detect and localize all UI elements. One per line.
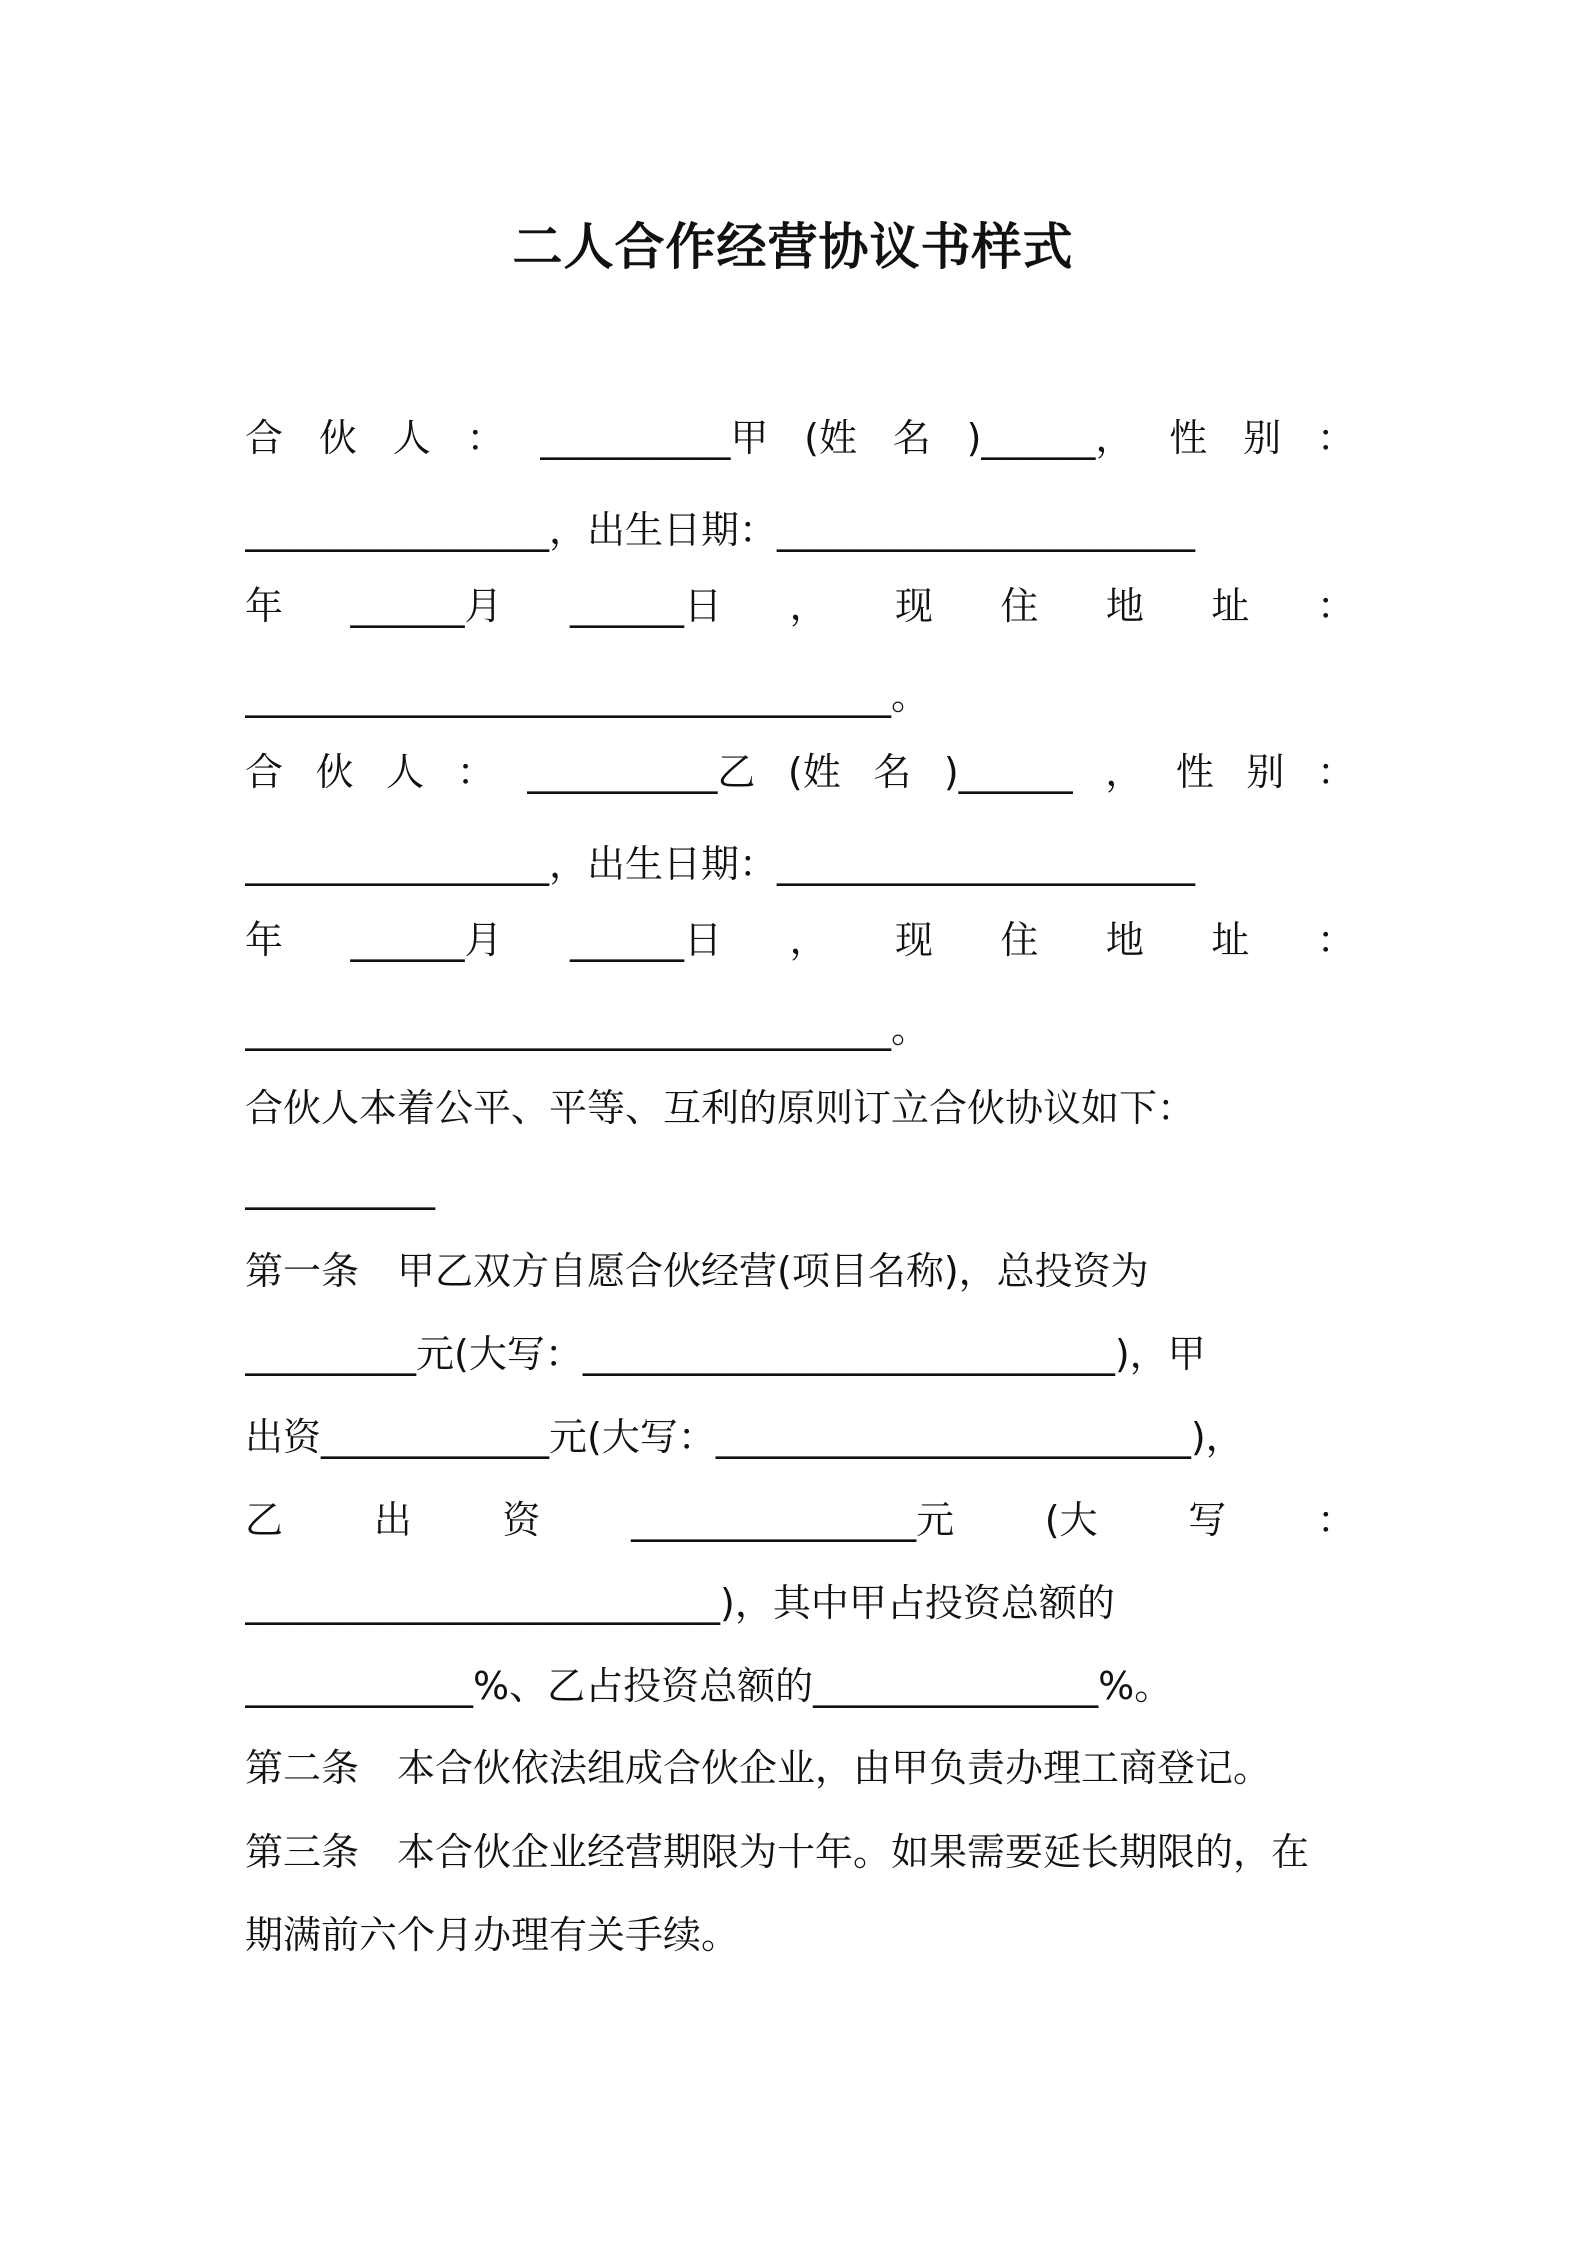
text-line: ________________，出生日期：______________________ <box>245 842 1196 886</box>
text-line: 期满前六个月办理有关手续。 <box>245 1913 740 1957</box>
text-segment: ： <box>1316 584 1355 628</box>
text-segment: 乙 <box>245 1498 284 1542</box>
text-segment: 出 <box>373 1498 412 1542</box>
text-segment: 人 <box>392 416 431 460</box>
text-line: 第一条 甲乙双方自愿合伙经营(项目名称)，总投资为 <box>245 1249 1149 1293</box>
text-segment: )______ <box>943 750 1073 794</box>
text-segment: ： <box>1316 416 1355 460</box>
text-segment: 性 <box>1175 750 1214 794</box>
text-segment: 地 <box>1105 584 1144 628</box>
text-segment: 住 <box>1000 584 1039 628</box>
text-segment: 名 <box>873 750 912 794</box>
text-line: _________________________)，其中甲占投资总额的 <box>245 1581 1115 1625</box>
text-line <box>245 1494 1355 1546</box>
text-segment: 年 <box>245 584 284 628</box>
text-segment: 址 <box>1211 918 1250 962</box>
text-line: 合伙人本着公平、平等、互利的原则订立合伙协议如下： <box>245 1086 1196 1130</box>
text-segment: __________甲 <box>540 416 769 460</box>
text-segment: ______日 <box>569 584 722 628</box>
text-line <box>245 914 1355 966</box>
text-segment: 合 <box>245 750 284 794</box>
text-segment: ______月 <box>350 918 503 962</box>
text-segment: 现 <box>894 918 933 962</box>
text-segment: _______________元 <box>631 1498 955 1542</box>
text-line: __________________________________。 <box>245 1007 930 1051</box>
text-segment: ， <box>789 918 828 962</box>
text-line: 第三条 本合伙企业经营期限为十年。如果需要延长期限的，在 <box>245 1830 1310 1874</box>
text-segment: 现 <box>894 584 933 628</box>
text-line <box>245 580 1355 632</box>
text-segment: ： <box>466 416 505 460</box>
text-line <box>245 412 1355 464</box>
text-line: __________________________________。 <box>245 674 930 718</box>
text-segment: __________乙 <box>527 750 756 794</box>
text-segment: 写 <box>1188 1498 1227 1542</box>
text-segment: 别 <box>1246 750 1285 794</box>
text-segment: ： <box>1316 1498 1355 1542</box>
text-line: 第二条 本合伙依法组成合伙企业，由甲负责办理工商登记。 <box>245 1746 1272 1790</box>
text-segment: 伙 <box>318 416 357 460</box>
text-segment: 人 <box>386 750 425 794</box>
text-segment: 名 <box>892 416 931 460</box>
text-segment: (大 <box>1044 1498 1098 1542</box>
text-segment: ： <box>1316 918 1355 962</box>
text-segment: ______月 <box>350 584 503 628</box>
text-segment: 别 <box>1243 416 1282 460</box>
document-title: 二人合作经营协议书样式 <box>512 218 1074 276</box>
text-segment: 地 <box>1105 918 1144 962</box>
text-segment: 伙 <box>315 750 354 794</box>
text-segment: (姓 <box>787 750 841 794</box>
text-segment: (姓 <box>804 416 857 460</box>
text-segment: 性 <box>1169 416 1208 460</box>
text-segment: 址 <box>1211 584 1250 628</box>
text-line: _________元(大写：____________________________)，甲 <box>245 1332 1206 1376</box>
text-segment: 合 <box>245 416 284 460</box>
text-segment: ， <box>789 584 828 628</box>
text-line: __________ <box>245 1166 435 1210</box>
text-segment: 住 <box>1000 918 1039 962</box>
text-segment: 年 <box>245 918 284 962</box>
text-line: ________________，出生日期：______________________ <box>245 508 1196 552</box>
text-line: 出资____________元(大写：_________________________)， <box>245 1415 1244 1459</box>
text-segment: 资 <box>502 1498 541 1542</box>
text-line <box>245 746 1355 798</box>
text-segment: ： <box>1316 750 1355 794</box>
text-segment: )______， <box>966 416 1134 460</box>
text-segment: ： <box>456 750 495 794</box>
text-segment: ， <box>1105 750 1144 794</box>
text-line: ____________%、乙占投资总额的_______________%。 <box>245 1664 1173 1708</box>
text-segment: ______日 <box>569 918 722 962</box>
